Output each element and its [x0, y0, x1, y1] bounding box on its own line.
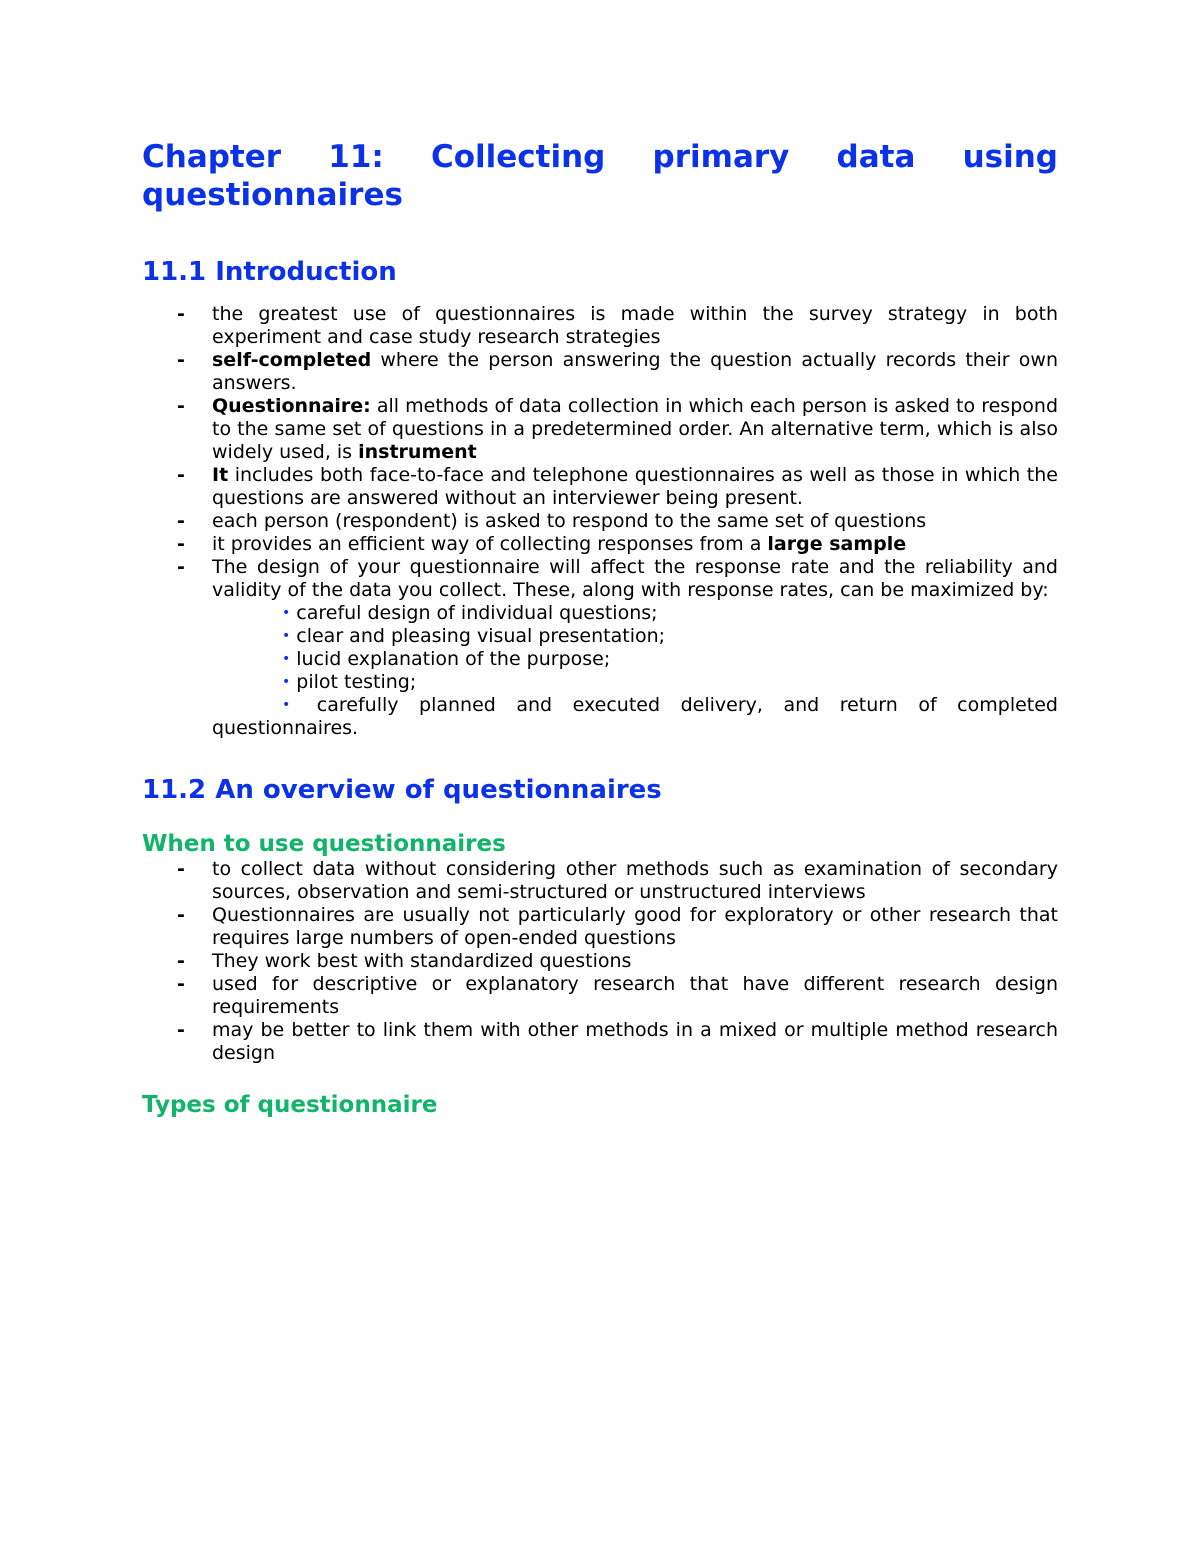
bullet-text-continued: questionnaires.	[212, 717, 359, 739]
dash-marker: -	[177, 533, 185, 555]
introduction-list	[142, 303, 1058, 602]
bullet-text: carefully planned and executed delivery, and return of completed	[316, 694, 1058, 716]
list-item	[142, 973, 1058, 1019]
bullet-text: careful design of individual questions;	[296, 602, 658, 624]
dash-marker: -	[177, 464, 185, 486]
list-item	[142, 950, 1058, 973]
list-item	[142, 303, 1058, 349]
item-text: it provides an efficient way of collecting responses from a	[212, 533, 768, 555]
document-page	[142, 138, 1058, 1119]
list-item	[142, 556, 1058, 602]
list-item	[142, 510, 1058, 533]
item-bold-term: self-completed	[212, 349, 372, 371]
item-text: all methods of data collection in which each person is asked to respond to the same set of questions in a predetermined order. An alternative term, which is also widely used, is	[212, 395, 1058, 463]
dash-marker: -	[177, 349, 185, 371]
bullet-marker: •	[282, 628, 291, 644]
list-item	[142, 1019, 1058, 1065]
bullet-marker: •	[282, 605, 291, 621]
bullet-marker: •	[282, 651, 291, 667]
item-text: the greatest use of questionnaires is made within the survey strategy in both experiment and case study research strategies	[212, 303, 1058, 348]
item-text: Questionnaires are usually not particularly good for exploratory or other research that requires large numbers of open-ended questions	[212, 904, 1058, 949]
dash-marker: -	[177, 395, 185, 417]
bullet-marker: •	[282, 697, 291, 713]
bullet-text: clear and pleasing visual presentation;	[296, 625, 666, 647]
item-text: includes both face-to-face and telephone questionnaires as well as those in which the questions are answered without an interviewer being present.	[212, 464, 1058, 509]
bullet-item	[142, 625, 1058, 648]
dash-marker: -	[177, 303, 185, 325]
list-item	[142, 533, 1058, 556]
chapter-title-line2: questionnaires	[142, 177, 403, 213]
chapter-title-line1: Chapter 11: Collecting primary data using	[142, 139, 1058, 175]
item-text: used for descriptive or explanatory research that have different research design requirements	[212, 973, 1058, 1018]
dash-marker: -	[177, 973, 185, 995]
section-heading-overview: 11.2 An overview of questionnaires	[142, 775, 662, 805]
maximize-bullet-list	[142, 602, 1058, 694]
bullet-text: pilot testing;	[296, 671, 417, 693]
item-bold-term: Questionnaire:	[212, 395, 371, 417]
item-text: The design of your questionnaire will affect the response rate and the reliability and validity of the data you collect. These, along with response rates, can be maximized by:	[212, 556, 1058, 601]
chapter-title	[142, 138, 1058, 214]
bullet-marker: •	[282, 674, 291, 690]
item-text: They work best with standardized questions	[212, 950, 632, 972]
list-item	[142, 349, 1058, 395]
subheading-when-to-use: When to use questionnaires	[142, 831, 506, 857]
dash-marker: -	[177, 858, 185, 880]
dash-marker: -	[177, 556, 185, 578]
item-bold-end: instrument	[358, 441, 477, 463]
item-bold-term: It	[212, 464, 229, 486]
dash-marker: -	[177, 950, 185, 972]
when-to-use-list	[142, 858, 1058, 1065]
dash-marker: -	[177, 904, 185, 926]
item-text: where the person answering the question actually records their own answers.	[212, 349, 1058, 394]
section-heading-introduction: 11.1 Introduction	[142, 257, 397, 287]
bullet-item-last	[142, 694, 1058, 740]
item-text: each person (respondent) is asked to respond to the same set of questions	[212, 510, 927, 532]
bullet-text: lucid explanation of the purpose;	[296, 648, 611, 670]
list-item	[142, 858, 1058, 904]
dash-marker: -	[177, 1019, 185, 1041]
list-item	[142, 464, 1058, 510]
item-bold-end: large sample	[767, 533, 907, 555]
item-text: to collect data without considering other methods such as examination of secondary sources, observation and semi-structured or unstructured interviews	[212, 858, 1058, 903]
bullet-item	[142, 648, 1058, 671]
subheading-types-of-questionnaire: Types of questionnaire	[142, 1092, 438, 1118]
dash-marker: -	[177, 510, 185, 532]
bullet-item-line1	[142, 694, 1058, 717]
list-item	[142, 395, 1058, 464]
list-item	[142, 904, 1058, 950]
bullet-item	[142, 602, 1058, 625]
bullet-item	[142, 671, 1058, 694]
item-text: may be better to link them with other methods in a mixed or multiple method research design	[212, 1019, 1058, 1064]
